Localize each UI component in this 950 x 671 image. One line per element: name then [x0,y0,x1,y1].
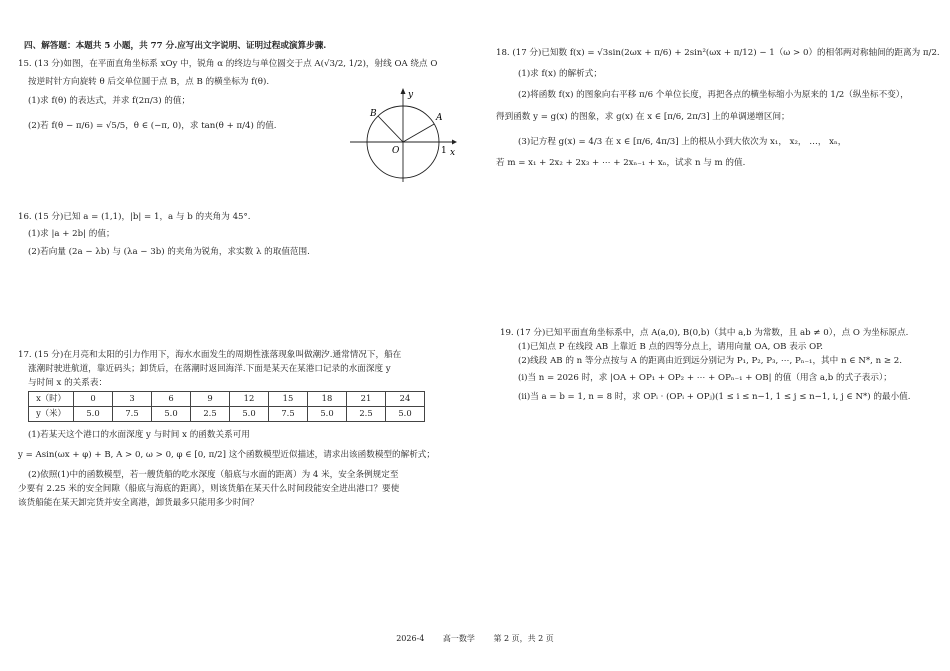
q16-line-3: (2)若向量 (2a − λb) 与 (λa − 3b) 的夹角为锐角，求实数 λ 的取值范围. [28,247,310,257]
table-cell: 2.5 [191,407,230,422]
fig-y-label: y [408,90,414,100]
q15-line-1: 15. (13 分)如图，在平面直角坐标系 xOy 中，锐角 α 的终边与单位圆交于点 A(√3/2, 1/2)，射线 OA 绕点 O [18,59,438,69]
footer-subject: 高一数学 [442,634,475,643]
q18-line-4: 得到函数 y = g(x) 的图象，求 g(x) 在 x ∈ [π/6, 2π/3] 上的单调递增区间； [496,112,790,122]
q17-line-7: 少要有 2.25 米的安全间隙（船底与海底的距离），则该货船在某天什么时间段能安全进出港口？要使 [18,484,400,494]
q16-line-1: 16. (15 分)已知 a = (1,1)，|b| = 1，a 与 b 的夹角为 45°. [18,212,251,222]
table-cell: 18 [308,392,347,407]
q18-line-3: (2)将函数 f(x) 的图象向右平移 π/6 个单位长度，再把各点的横坐标缩小为原来的 1/2（纵坐标不变）， [518,90,909,100]
q18-line-6: 若 m = x₁ + 2x₂ + 2x₃ + ⋯ + 2xₙ₋₁ + xₙ，试求 n 与 m 的值. [496,158,746,168]
table-cell: 5.0 [152,407,191,422]
q19-line-1: 19. (17 分)已知平面直角坐标系中，点 A(a,0), B(0,b)（其中 a,b 为常数，且 ab ≠ 0），点 O 为坐标原点. [500,328,909,338]
q17-line-5: y = Asin(ωx + φ) + B, A > 0, ω > 0, φ ∈ [0, π/2] 这个函数模型近似描述，请求出该函数模型的解析式； [18,450,435,460]
table-cell: 21 [347,392,386,407]
table-row-label: x（时） [29,392,74,407]
table-row [29,392,425,407]
page-footer [0,633,950,644]
fig-origin-label: O [392,146,400,156]
table-cell: 5.0 [386,407,425,422]
table-cell: 7.5 [113,407,152,422]
table-cell: 12 [230,392,269,407]
y-axis-arrow [401,88,406,94]
q17-line-6: (2)依照(1)中的函数模型，若一艘货船的吃水深度（船底与水面的距离）为 4 米，安全条例规定至 [28,470,399,480]
q17-line-3: 与时间 x 的关系表： [28,378,108,388]
q15-line-3: (1)求 f(θ) 的表达式，并求 f(2π/3) 的值； [28,96,191,106]
q17-line-8: 该货船能在某天卸完货并安全离港，卸货最多只能用多少时间？ [18,498,259,508]
table-cell: 24 [386,392,425,407]
q18-line-1: 18. (17 分)已知数 f(x) = √3sin(2ωx + π/6) + 2sin²(ωx + π/12) − 1（ω > 0）的相邻两对称轴间的距离为 π/2. [496,48,940,58]
table-cell: 0 [74,392,113,407]
tide-depth-table [28,391,425,422]
table-cell: 9 [191,392,230,407]
q17-line-4: (1)若某天这个港口的水面深度 y 与时间 x 的函数关系可用 [28,430,250,440]
footer-date: 2026-4 [396,634,425,643]
q18-line-5: (3)记方程 g(x) = 4/3 在 x ∈ [π/6, 4π/3] 上的根从小到大依次为 x₁， x₂， …， xₙ， [518,137,847,147]
footer-page-number: 第 2 页，共 2 页 [493,634,554,643]
table-cell: 5.0 [230,407,269,422]
q19-line-2: (1)已知点 P 在线段 AB 上靠近 B 点的四等分点上，请用向量 OA, OB 表示 OP. [518,342,823,352]
q19-line-3: (2)线段 AB 的 n 等分点按与 A 的距离由近到远分别记为 P₁, P₂, P₃, ⋯, Pₙ₋₁，其中 n ∈ N*, n ≥ 2. [518,356,903,366]
q18-line-2: (1)求 f(x) 的解析式； [518,69,602,79]
fig-x-label: x [450,148,456,158]
q17-line-1: 17. (15 分)在月亮和太阳的引力作用下，海水水面发生的周期性涨落现象叫做潮汐.通常情况下，船在 [18,350,402,360]
section-heading: 四、解答题：本题共 5 小题，共 77 分.应写出文字说明、证明过程或演算步骤. [24,41,327,51]
ray-OB [378,116,403,142]
fig-one-label: 1 [441,146,447,156]
ray-OA [403,124,434,142]
table-cell: 2.5 [347,407,386,422]
table-cell: 15 [269,392,308,407]
fig-B-label: B [370,109,377,119]
q19-line-4: (i)当 n = 2026 时，求 |OA + OP₁ + OP₂ + ⋯ + OPₙ₋₁ + OB| 的值（用含 a,b 的式子表示）； [518,373,892,383]
table-row [29,407,425,422]
q16-line-2: (1)求 |a + 2b| 的值； [28,229,115,239]
q15-line-2: 按逆时针方向旋转 θ 后交单位圆于点 B，点 B 的横坐标为 f(θ). [28,77,270,87]
q17-line-2: 涨潮时驶进航道，靠近码头；卸货后，在落潮时返回海洋.下面是某天在某港口记录的水面深度 y [28,364,391,374]
q15-line-4: (2)若 f(θ − π/6) = √5/5，θ ∈ (−π, 0)，求 tan(θ + π/4) 的值. [28,121,277,131]
table-cell: 6 [152,392,191,407]
fig-A-label: A [436,113,443,123]
table-row-label: y（米） [29,407,74,422]
table-cell: 3 [113,392,152,407]
table-cell: 5.0 [74,407,113,422]
table-cell: 7.5 [269,407,308,422]
x-axis-arrow [452,140,457,145]
table-cell: 5.0 [308,407,347,422]
unit-circle-figure [348,86,458,184]
q19-line-5: (ii)当 a = b = 1, n = 8 时，求 OPᵢ · (OPᵢ + OPⱼ)(1 ≤ i ≤ n−1, 1 ≤ j ≤ n−1, i, j ∈ N*) 的最小值. [518,392,911,402]
